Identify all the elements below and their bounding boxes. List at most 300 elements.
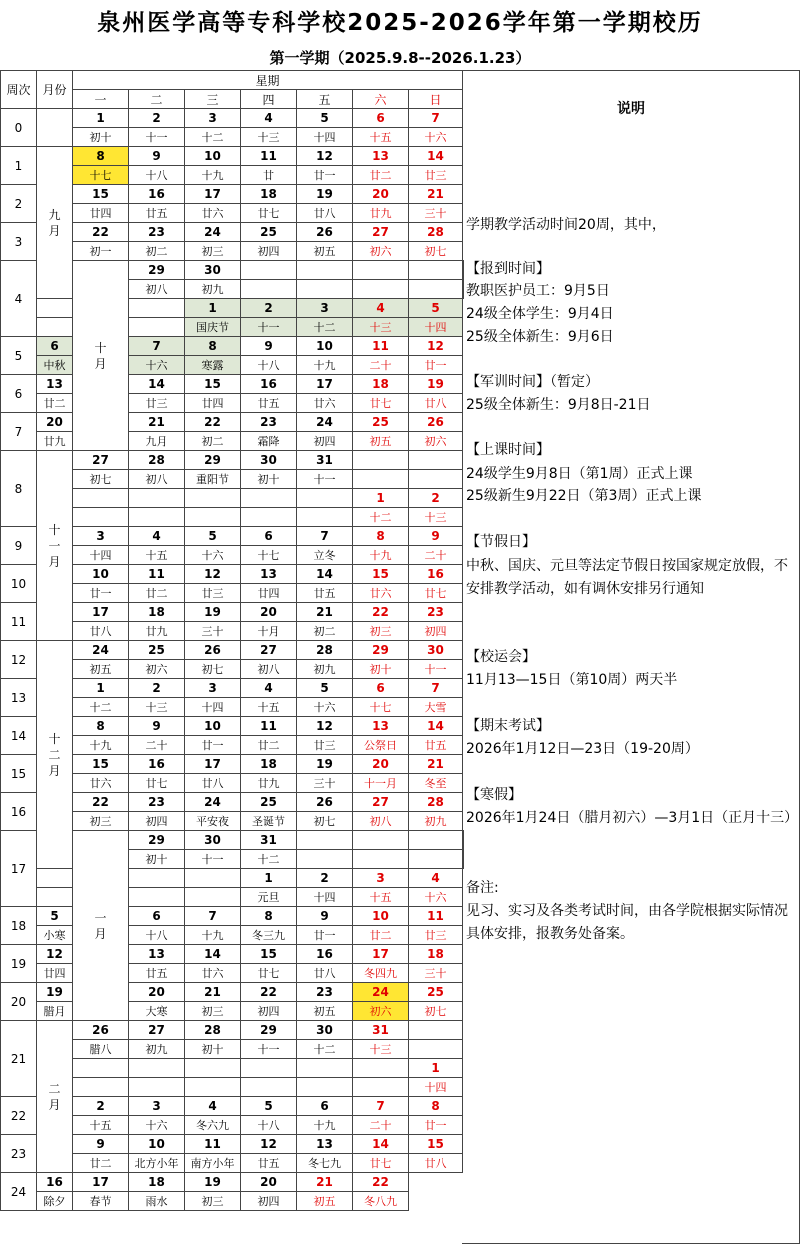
day-number: 6 <box>129 907 185 926</box>
month-label-text: 九月 <box>48 207 61 238</box>
day-number <box>185 1059 241 1078</box>
lunar-date: 初四 <box>241 242 297 261</box>
day-number: 13 <box>129 945 185 964</box>
lunar-date <box>353 280 409 299</box>
day-number: 16 <box>129 185 185 204</box>
lunar-date <box>129 318 185 337</box>
day-number: 15 <box>409 1135 463 1154</box>
lunar-date: 十五 <box>73 1116 129 1135</box>
day-number: 29 <box>353 641 409 660</box>
lunar-date: 十六 <box>409 128 463 147</box>
day-number <box>353 1059 409 1078</box>
lunar-date <box>37 888 73 907</box>
lunar-date: 十三 <box>409 508 463 527</box>
day-number: 18 <box>129 603 185 622</box>
lunar-date: 初七 <box>185 660 241 679</box>
day-number <box>409 451 463 470</box>
lunar-date: 廿二 <box>129 584 185 603</box>
week-number: 5 <box>1 337 37 375</box>
month-cell-empty <box>37 109 73 147</box>
day-number <box>37 869 73 888</box>
day-number: 7 <box>297 527 353 546</box>
day-number: 23 <box>297 983 353 1002</box>
day-number: 21 <box>297 1173 353 1192</box>
day-number: 4 <box>129 527 185 546</box>
day-number: 5 <box>409 299 463 318</box>
day-number: 15 <box>73 185 129 204</box>
lunar-date: 初四 <box>409 622 463 641</box>
day-number: 14 <box>297 565 353 584</box>
day-number: 30 <box>409 641 463 660</box>
day-number: 21 <box>129 413 185 432</box>
lunar-date: 平安夜 <box>185 812 241 831</box>
lunar-date: 十三 <box>241 128 297 147</box>
day-number: 24 <box>353 983 409 1002</box>
day-number: 9 <box>409 527 463 546</box>
day-number <box>241 489 297 508</box>
day-number: 9 <box>129 147 185 166</box>
lunar-date: 十一 <box>241 1040 297 1059</box>
lunar-date: 十九 <box>353 546 409 565</box>
day-number: 2 <box>409 489 463 508</box>
day-number: 4 <box>241 109 297 128</box>
day-number: 28 <box>129 451 185 470</box>
day-number: 7 <box>129 337 185 356</box>
week-number: 2 <box>1 185 37 223</box>
lunar-date: 十四 <box>409 318 463 337</box>
lunar-date <box>353 1078 409 1097</box>
lunar-date: 廿二 <box>353 926 409 945</box>
day-number: 3 <box>353 869 409 888</box>
day-number: 11 <box>129 565 185 584</box>
lunar-date: 廿四 <box>73 204 129 223</box>
month-label <box>73 831 129 1021</box>
lunar-date: 初五 <box>297 242 353 261</box>
weekday-header: 五 <box>297 90 353 109</box>
lunar-date: 十月 <box>241 622 297 641</box>
day-number: 3 <box>297 299 353 318</box>
week-number: 22 <box>1 1097 37 1135</box>
lunar-date: 廿六 <box>185 964 241 983</box>
day-number: 1 <box>409 1059 463 1078</box>
lunar-date: 初四 <box>297 432 353 451</box>
day-number: 11 <box>241 147 297 166</box>
lunar-date: 初九 <box>297 660 353 679</box>
lunar-date: 廿一 <box>73 584 129 603</box>
day-number: 21 <box>409 185 463 204</box>
day-number: 6 <box>241 527 297 546</box>
lunar-date: 初三 <box>185 1192 241 1211</box>
lunar-date: 廿七 <box>353 1154 409 1173</box>
day-number: 12 <box>241 1135 297 1154</box>
lunar-date: 廿一 <box>297 926 353 945</box>
day-number: 30 <box>185 261 241 280</box>
lunar-date: 二十 <box>353 356 409 375</box>
day-number: 28 <box>409 223 463 242</box>
lunar-date: 公祭日 <box>353 736 409 755</box>
lunar-date: 初七 <box>297 812 353 831</box>
day-number: 27 <box>353 223 409 242</box>
day-number: 14 <box>353 1135 409 1154</box>
lunar-date: 十五 <box>353 128 409 147</box>
lunar-date: 廿五 <box>129 964 185 983</box>
lunar-date: 初一 <box>73 242 129 261</box>
day-number: 17 <box>185 755 241 774</box>
weekday-header: 二 <box>129 90 185 109</box>
week-number: 9 <box>1 527 37 565</box>
week-number: 12 <box>1 641 37 679</box>
lunar-date: 十六 <box>129 356 185 375</box>
day-number: 4 <box>241 679 297 698</box>
day-number: 7 <box>353 1097 409 1116</box>
day-number <box>129 869 185 888</box>
day-number: 8 <box>185 337 241 356</box>
day-number: 28 <box>297 641 353 660</box>
day-number: 18 <box>353 375 409 394</box>
lunar-date: 初三 <box>353 622 409 641</box>
lunar-date: 十四 <box>185 698 241 717</box>
day-number <box>353 831 409 850</box>
day-number: 6 <box>353 679 409 698</box>
lunar-date: 腊月 <box>37 1002 73 1021</box>
day-number: 15 <box>353 565 409 584</box>
day-number: 5 <box>297 109 353 128</box>
lunar-date: 十九 <box>73 736 129 755</box>
note-line: 25级新生9月22日（第3周）正式上课 <box>466 488 702 504</box>
lunar-date: 廿八 <box>297 204 353 223</box>
lunar-date: 十三 <box>353 318 409 337</box>
day-number: 20 <box>129 983 185 1002</box>
day-number <box>185 869 241 888</box>
note-line: 11月13—15日（第10周）两天半 <box>466 672 678 688</box>
week-number: 23 <box>1 1135 37 1173</box>
day-number: 10 <box>73 565 129 584</box>
day-number: 20 <box>353 185 409 204</box>
lunar-date: 廿七 <box>409 584 463 603</box>
lunar-date: 廿五 <box>241 394 297 413</box>
day-number: 12 <box>297 147 353 166</box>
week-number: 24 <box>1 1173 37 1211</box>
month-column-header: 月份 <box>37 71 73 109</box>
day-number: 23 <box>129 223 185 242</box>
lunar-date: 三十 <box>409 204 463 223</box>
lunar-date: 十四 <box>297 888 353 907</box>
lunar-date: 二十 <box>409 546 463 565</box>
lunar-date: 初九 <box>185 280 241 299</box>
lunar-date: 十一月 <box>353 774 409 793</box>
lunar-date: 廿八 <box>185 774 241 793</box>
month-label-text: 二月 <box>48 1081 61 1112</box>
lunar-date: 初九 <box>409 812 463 831</box>
lunar-date: 初六 <box>409 432 463 451</box>
lunar-date <box>297 280 353 299</box>
note-heading: 【期末考试】 <box>466 718 550 734</box>
lunar-date: 大寒 <box>129 1002 185 1021</box>
lunar-date: 十八 <box>241 1116 297 1135</box>
note-heading: 【军训时间】（暂定） <box>466 374 599 390</box>
week-number: 13 <box>1 679 37 717</box>
day-number: 2 <box>73 1097 129 1116</box>
day-number: 18 <box>241 185 297 204</box>
lunar-date: 十六 <box>297 698 353 717</box>
lunar-date: 廿九 <box>129 622 185 641</box>
day-number <box>241 261 297 280</box>
day-number: 11 <box>353 337 409 356</box>
lunar-date <box>73 508 129 527</box>
day-number: 27 <box>353 793 409 812</box>
lunar-date <box>129 888 185 907</box>
lunar-date <box>241 1078 297 1097</box>
day-number: 15 <box>241 945 297 964</box>
day-number: 25 <box>241 793 297 812</box>
lunar-date: 廿二 <box>353 166 409 185</box>
day-number: 17 <box>73 1173 129 1192</box>
week-number: 6 <box>1 375 37 413</box>
lunar-date: 廿九 <box>37 432 73 451</box>
lunar-date: 十四 <box>297 128 353 147</box>
lunar-date: 廿一 <box>409 1116 463 1135</box>
day-number: 24 <box>297 413 353 432</box>
week-number: 15 <box>1 755 37 793</box>
note-heading: 【校运会】 <box>466 649 536 665</box>
day-number: 25 <box>353 413 409 432</box>
week-number: 14 <box>1 717 37 755</box>
day-number: 1 <box>185 299 241 318</box>
lunar-date: 十五 <box>129 546 185 565</box>
day-number: 2 <box>241 299 297 318</box>
day-number: 10 <box>185 147 241 166</box>
day-number: 4 <box>185 1097 241 1116</box>
lunar-date: 廿七 <box>129 774 185 793</box>
day-number: 19 <box>185 1173 241 1192</box>
lunar-date: 廿一 <box>185 736 241 755</box>
day-number: 5 <box>241 1097 297 1116</box>
day-number: 26 <box>185 641 241 660</box>
day-number <box>297 831 353 850</box>
day-number: 1 <box>73 109 129 128</box>
lunar-date: 十九 <box>297 356 353 375</box>
day-number <box>129 299 185 318</box>
note-heading: 【节假日】 <box>466 534 536 550</box>
lunar-date: 廿一 <box>297 166 353 185</box>
day-number: 17 <box>353 945 409 964</box>
lunar-date: 三十 <box>185 622 241 641</box>
day-number: 2 <box>129 679 185 698</box>
lunar-date: 初三 <box>73 812 129 831</box>
day-number: 23 <box>129 793 185 812</box>
day-number: 22 <box>353 1173 409 1192</box>
lunar-date: 十六 <box>409 888 463 907</box>
lunar-date <box>185 508 241 527</box>
day-number <box>297 489 353 508</box>
day-number: 7 <box>409 109 463 128</box>
lunar-date: 初六 <box>353 1002 409 1021</box>
day-number: 15 <box>73 755 129 774</box>
day-number <box>409 261 463 280</box>
day-number: 16 <box>241 375 297 394</box>
lunar-date: 廿三 <box>129 394 185 413</box>
lunar-date: 廿六 <box>297 394 353 413</box>
lunar-date: 十一 <box>185 850 241 869</box>
lunar-date: 初二 <box>185 432 241 451</box>
week-number: 8 <box>1 451 37 527</box>
lunar-date: 廿五 <box>241 1154 297 1173</box>
lunar-date: 廿三 <box>409 926 463 945</box>
day-number: 31 <box>241 831 297 850</box>
day-number <box>409 831 463 850</box>
lunar-date: 初四 <box>241 1002 297 1021</box>
lunar-date: 冬七九 <box>297 1154 353 1173</box>
lunar-date: 初六 <box>129 660 185 679</box>
day-number: 13 <box>297 1135 353 1154</box>
lunar-date: 十三 <box>129 698 185 717</box>
day-number: 17 <box>297 375 353 394</box>
day-number <box>185 489 241 508</box>
day-number: 12 <box>37 945 73 964</box>
day-number: 3 <box>185 109 241 128</box>
lunar-date: 九月 <box>129 432 185 451</box>
week-number: 19 <box>1 945 37 983</box>
lunar-date: 廿九 <box>353 204 409 223</box>
lunar-date: 十八 <box>129 926 185 945</box>
month-label-text: 十二月 <box>48 731 61 778</box>
day-number: 2 <box>297 869 353 888</box>
lunar-date: 廿 <box>241 166 297 185</box>
day-number: 28 <box>185 1021 241 1040</box>
calendar-table <box>0 70 464 1211</box>
lunar-date <box>409 850 463 869</box>
day-number: 7 <box>409 679 463 698</box>
day-number: 10 <box>129 1135 185 1154</box>
lunar-date: 十二 <box>241 850 297 869</box>
lunar-date: 初三 <box>185 242 241 261</box>
lunar-date: 廿六 <box>353 584 409 603</box>
lunar-date <box>409 470 463 489</box>
lunar-date: 初六 <box>353 242 409 261</box>
weekday-header: 六 <box>353 90 409 109</box>
lunar-date: 寒露 <box>185 356 241 375</box>
day-number: 19 <box>409 375 463 394</box>
lunar-date <box>129 1078 185 1097</box>
day-number: 1 <box>73 679 129 698</box>
day-number: 17 <box>73 603 129 622</box>
day-number: 25 <box>409 983 463 1002</box>
day-number: 30 <box>297 1021 353 1040</box>
week-number: 1 <box>1 147 37 185</box>
lunar-date <box>409 1040 463 1059</box>
note-line: 25级全体新生：9月8日-21日 <box>466 397 651 413</box>
lunar-date: 廿四 <box>37 964 73 983</box>
lunar-date: 三十 <box>409 964 463 983</box>
lunar-date: 立冬 <box>297 546 353 565</box>
lunar-date: 廿七 <box>241 204 297 223</box>
lunar-date: 廿二 <box>37 394 73 413</box>
lunar-date: 廿二 <box>73 1154 129 1173</box>
lunar-date: 冬三九 <box>241 926 297 945</box>
lunar-date: 圣诞节 <box>241 812 297 831</box>
lunar-date: 初七 <box>409 1002 463 1021</box>
lunar-date: 十二 <box>297 1040 353 1059</box>
lunar-date: 廿三 <box>185 584 241 603</box>
day-number: 27 <box>73 451 129 470</box>
day-number: 30 <box>185 831 241 850</box>
day-number: 14 <box>409 147 463 166</box>
lunar-date: 雨水 <box>129 1192 185 1211</box>
lunar-date: 中秋 <box>37 356 73 375</box>
day-number: 1 <box>353 489 409 508</box>
day-number: 11 <box>241 717 297 736</box>
weekday-group-header: 星期 <box>73 71 463 90</box>
lunar-date: 初八 <box>129 470 185 489</box>
day-number: 9 <box>73 1135 129 1154</box>
week-number: 4 <box>1 261 37 337</box>
lunar-date: 冬八九 <box>353 1192 409 1211</box>
lunar-date <box>353 850 409 869</box>
lunar-date: 初三 <box>185 1002 241 1021</box>
day-number: 14 <box>409 717 463 736</box>
day-number: 8 <box>353 527 409 546</box>
month-label <box>37 1021 73 1173</box>
day-number: 31 <box>353 1021 409 1040</box>
note-line: 教职医护员工：9月5日 <box>466 283 610 299</box>
lunar-date: 十六 <box>129 1116 185 1135</box>
lunar-date: 十一 <box>297 470 353 489</box>
day-number: 11 <box>409 907 463 926</box>
lunar-date: 廿六 <box>73 774 129 793</box>
lunar-date <box>73 1078 129 1097</box>
day-number: 5 <box>185 527 241 546</box>
note-line: 2026年1月12日—23日（19-20周） <box>466 741 699 757</box>
day-number: 4 <box>409 869 463 888</box>
day-number: 19 <box>297 185 353 204</box>
month-label <box>37 641 73 869</box>
day-number: 26 <box>297 793 353 812</box>
day-number: 26 <box>409 413 463 432</box>
lunar-date <box>241 280 297 299</box>
lunar-date: 十四 <box>73 546 129 565</box>
lunar-date: 十二 <box>73 698 129 717</box>
week-number: 16 <box>1 793 37 831</box>
lunar-date: 初十 <box>73 128 129 147</box>
lunar-date: 廿五 <box>129 204 185 223</box>
day-number: 22 <box>241 983 297 1002</box>
lunar-date: 重阳节 <box>185 470 241 489</box>
day-number <box>353 261 409 280</box>
month-label <box>73 261 129 451</box>
lunar-date: 初十 <box>241 470 297 489</box>
day-number: 8 <box>73 147 129 166</box>
lunar-date: 廿三 <box>409 166 463 185</box>
lunar-date: 廿八 <box>409 1154 463 1173</box>
day-number: 13 <box>353 147 409 166</box>
lunar-date: 廿五 <box>297 584 353 603</box>
lunar-date <box>129 508 185 527</box>
lunar-date: 初十 <box>185 1040 241 1059</box>
day-number: 17 <box>185 185 241 204</box>
day-number: 22 <box>353 603 409 622</box>
day-number <box>297 1059 353 1078</box>
lunar-date: 廿六 <box>185 204 241 223</box>
day-number: 19 <box>185 603 241 622</box>
lunar-date: 三十 <box>297 774 353 793</box>
day-number: 22 <box>185 413 241 432</box>
week-number: 17 <box>1 831 37 907</box>
lunar-date: 廿八 <box>409 394 463 413</box>
lunar-date <box>297 508 353 527</box>
day-number: 23 <box>241 413 297 432</box>
day-number: 13 <box>353 717 409 736</box>
lunar-date: 十一 <box>409 660 463 679</box>
